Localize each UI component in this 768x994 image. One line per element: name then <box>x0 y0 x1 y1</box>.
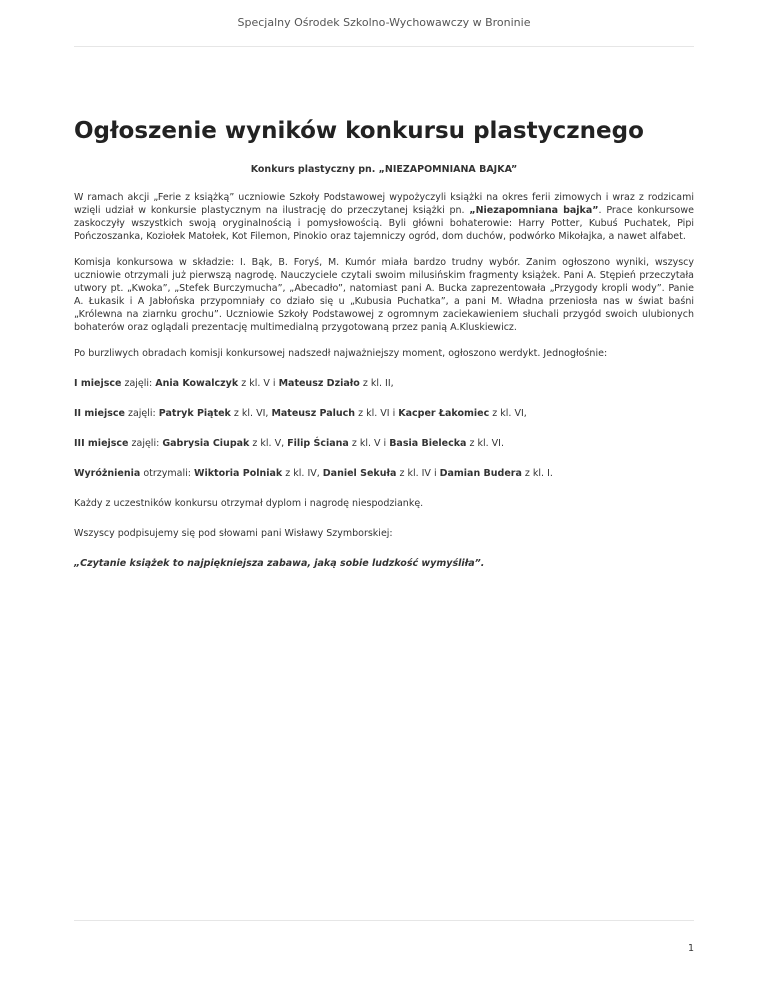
page-header <box>74 0 694 47</box>
winner-class: z kl. V i <box>348 438 390 449</box>
szymborska-quote: „Czytanie książek to najpiękniejsza zabawa, jaką sobie ludzkość wymyśliła”. <box>74 558 485 569</box>
winner-name: Ania Kowalczyk <box>155 378 239 389</box>
intro-text-2: . Prace konkursowe zaskoczyły wszystkich swoją oryginalnością i pomysłowością. Byli główni bohaterowie: Harry Potter, Kubuś Puchatek, Pipi Pończoszanka, Koziołek Matołek, Kot Filemon, Pinokio oraz tajemniczy ogród, dom duchów, podwórko Mikołajka, a nawet alfabet. <box>74 205 694 242</box>
winner-class: z kl. II, <box>359 378 394 389</box>
intro-text-1: W ramach akcji „Ferie z książką” uczniowie Szkoły Podstawowej wypożyczyli książki na okres ferii zimowych i wraz z rodzicami wzięli udział w konkursie plastycznym na ilustrację do przeczytanej książki pn. <box>74 192 694 216</box>
winner-name: Mateusz Paluch <box>271 408 356 419</box>
school-name: Specjalny Ośrodek Szkolno-Wychowawczy w Broninie <box>237 16 531 29</box>
winner-class: z kl. I. <box>521 468 553 479</box>
winner-class: z kl. IV i <box>396 468 440 479</box>
first-place-verb: zajęli: <box>121 378 156 389</box>
winner-name: Damian Budera <box>439 468 522 479</box>
honorable-mentions-paragraph <box>74 467 694 480</box>
commission-paragraph: Komisja konkursowa w składzie: I. Bąk, B. Foryś, M. Kumór miała bardzo trudny wybór. Zanim ogłoszono wyniki, wszyscy uczniowie otrzymali już pierwszą nagrodę. Nauczyciele czytali swoim milusińskim fragmenty książek. Pani A. Stępień przeczytała utwory pt. „Kwoka”, „Stefek Burczymucha”, „Abecadło”, natomiast pani A. Bucka zaprezentowała „Przygody kropli wody”. Panie A. Łukasik i A Jabłońska przypomniały co działo się u „Kubusia Puchatka”, a pani M. Władna przeniosła nas w świat baśni „Królewna na ziarnku grochu”. Uczniowie Szkoły Podstawowej z ogromnym zaciekawieniem słuchali przygód swoich ulubionych bohaterów oraz oglądali prezentację multimedialną przygotowaną przez panią A.Kluskiewicz. <box>74 257 694 333</box>
signing-paragraph: Wszyscy podpisujemy się pod słowami pani Wisławy Szymborskiej: <box>74 528 393 539</box>
winner-name: Daniel Sekuła <box>322 468 397 479</box>
first-place-paragraph <box>74 377 694 390</box>
third-place-label: III miejsce <box>74 438 129 449</box>
winner-name: Mateusz Działo <box>278 378 360 389</box>
page-footer <box>74 920 694 954</box>
winner-class: z kl. VI, <box>489 408 527 419</box>
diplomas-paragraph: Każdy z uczestników konkursu otrzymał dyplom i nagrodę niespodziankę. <box>74 498 424 509</box>
book-title: „Niezapomniana bajka” <box>469 205 599 216</box>
page-title: Ogłoszenie wyników konkursu plastycznego <box>74 118 644 144</box>
third-place-verb: zajęli: <box>128 438 163 449</box>
honorable-label: Wyróżnienia <box>74 468 141 479</box>
second-place-label: II miejsce <box>74 408 125 419</box>
winner-name: Filip Ściana <box>287 438 349 449</box>
winner-class: z kl. VI i <box>355 408 399 419</box>
verdict-paragraph: Po burzliwych obradach komisji konkursowej nadszedł najważniejszy moment, ogłoszono werdykt. Jednogłośnie: <box>74 348 608 359</box>
winner-class: z kl. V, <box>249 438 288 449</box>
article <box>74 116 694 583</box>
page-number: 1 <box>687 943 694 954</box>
winner-name: Patryk Piątek <box>158 408 231 419</box>
winner-class: z kl. VI, <box>230 408 272 419</box>
winner-name: Wiktoria Polniak <box>193 468 283 479</box>
second-place-verb: zajęli: <box>124 408 159 419</box>
third-place-paragraph <box>74 437 694 450</box>
second-place-paragraph <box>74 407 694 420</box>
contest-subtitle: Konkurs plastyczny pn. „NIEZAPOMNIANA BAJKA” <box>250 164 518 175</box>
winner-class: z kl. IV, <box>282 468 323 479</box>
winner-name: Basia Bielecka <box>389 438 467 449</box>
first-place-label: I miejsce <box>74 378 122 389</box>
honorable-verb: otrzymali: <box>140 468 194 479</box>
winner-name: Gabrysia Ciupak <box>162 438 250 449</box>
winner-class: z kl. VI. <box>466 438 504 449</box>
winner-name: Kacper Łakomiec <box>398 408 490 419</box>
intro-paragraph <box>74 191 694 243</box>
winner-class: z kl. V i <box>238 378 279 389</box>
